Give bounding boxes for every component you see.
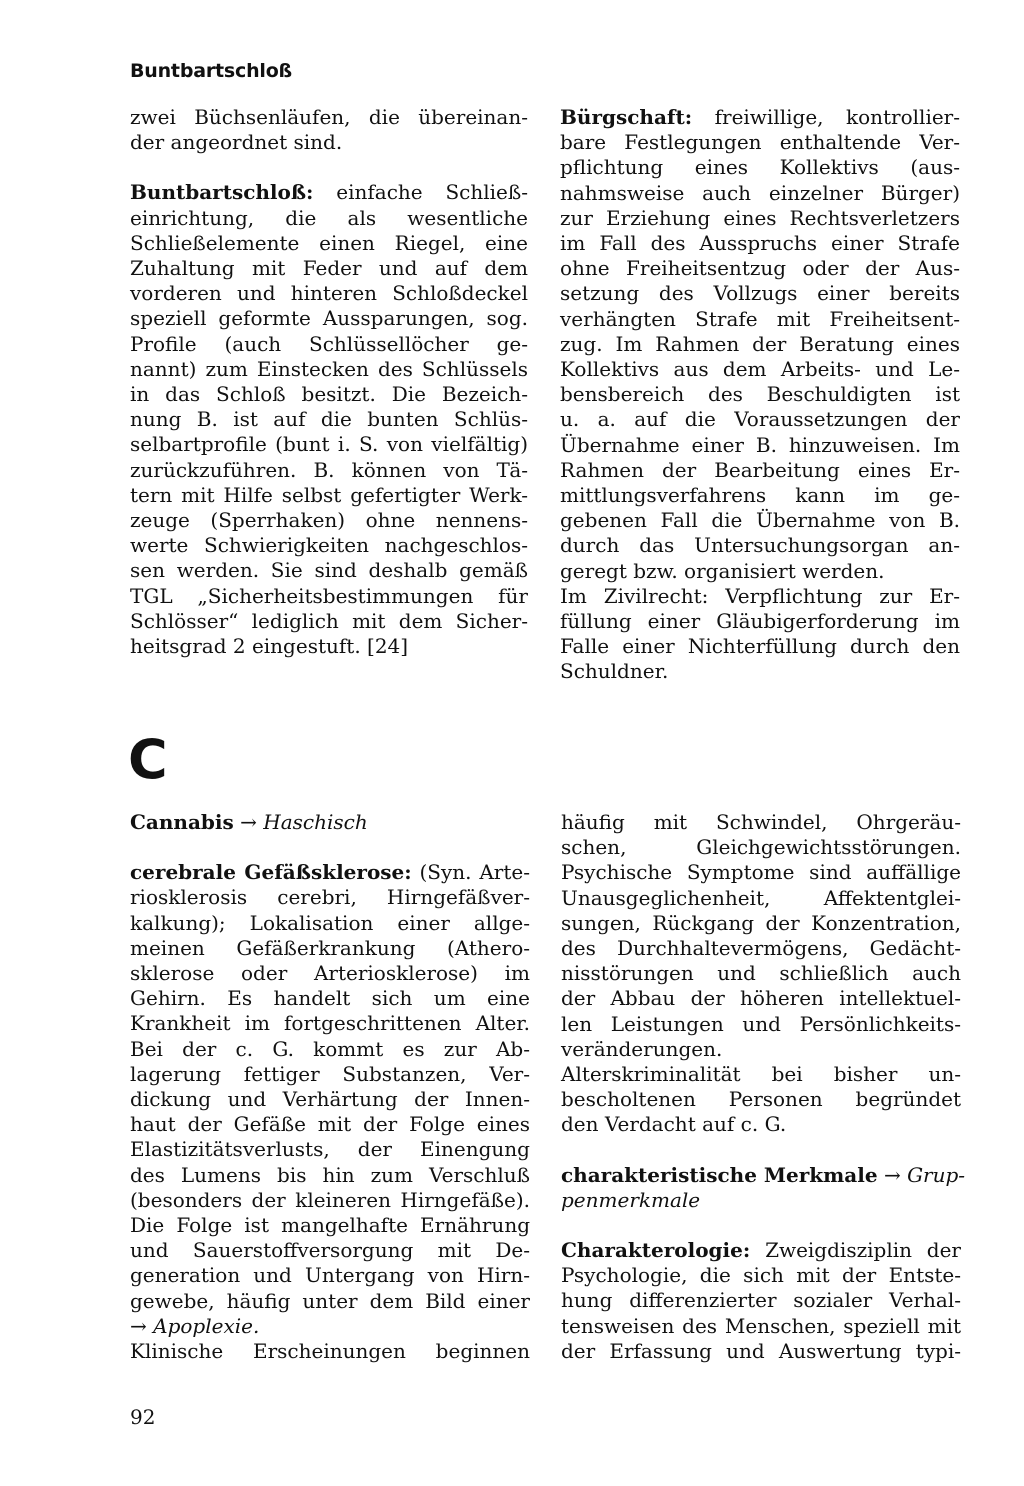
entry-term: charakteristische Merkmale xyxy=(561,1162,878,1187)
column-bottom-left xyxy=(130,810,530,1364)
text-line: tensweisen des Menschen, speziell mit xyxy=(561,1313,961,1338)
text-line: Schlösser“ lediglich mit dem Sicher- xyxy=(130,608,528,633)
text-line: riosklerosis cerebri, Hirngefäßver- xyxy=(130,885,530,910)
text-line: sen werden. Sie sind deshalb gemäß xyxy=(130,558,528,583)
entry-charakteristische-merkmale xyxy=(561,1162,966,1213)
entry-cerebrale-gefaesssklerose xyxy=(130,860,530,1364)
text-line: häufig mit Schwindel, Ohrgeräu- xyxy=(561,810,961,834)
text-line: Übernahme einer B. hinzuweisen. Im xyxy=(560,432,960,457)
text-line: Psychische Symptome sind auffällige xyxy=(561,860,961,885)
text-line: den Verdacht auf c. G. xyxy=(561,1112,787,1137)
text-line: len Leistungen und Persönlichkeits- xyxy=(561,1011,961,1036)
cross-reference: Grup- xyxy=(907,1162,966,1187)
text-line: Im Zivilrecht: Verpflichtung zur Er- xyxy=(560,583,960,608)
text-line: schen, Gleichgewichtsstörungen. xyxy=(561,835,961,860)
text-line: geregt bzw. organisiert werden. xyxy=(560,558,885,583)
text-line: Krankheit im fortgeschrittenen Alter. xyxy=(130,1011,530,1036)
text-line: zur Erziehung eines Rechtsverletzers xyxy=(560,205,960,230)
text-line: Bei der c. G. kommt es zur Ab- xyxy=(130,1036,530,1061)
page-number: 92 xyxy=(130,1405,156,1429)
text-line: gebenen Fall die Übernahme von B. xyxy=(560,508,960,533)
text-line: der Erfassung und Auswertung typi- xyxy=(561,1338,961,1363)
column-top-left xyxy=(130,105,528,659)
entry-buntbartschloss xyxy=(130,180,528,659)
text-line: speziell geformte Aussparungen, sog. xyxy=(130,306,528,331)
entry-continued xyxy=(561,810,961,1138)
text-line: der angeordnet sind. xyxy=(130,130,343,155)
text-line: Klinische Erscheinungen beginnen xyxy=(130,1339,530,1364)
text-line: Gehirn. Es handelt sich um eine xyxy=(130,986,530,1011)
text-line: Psychologie, die sich mit der Entste- xyxy=(561,1263,961,1288)
text-line: in das Schloß besitzt. Die Bezeich- xyxy=(130,382,528,407)
text-line: durch das Untersuchungsorgan an- xyxy=(560,533,960,558)
text-line: ohne Freiheitsentzug oder der Aus- xyxy=(560,256,960,281)
arrow-icon: → xyxy=(883,1162,901,1187)
text-line: haut der Gefäße mit der Folge eines xyxy=(130,1112,530,1137)
entry-term: Cannabis xyxy=(130,810,234,834)
running-head: Buntbartschloß xyxy=(130,60,293,82)
text-line: heitsgrad 2 eingestuft. [24] xyxy=(130,634,409,659)
text-line: einrichtung, die als wesentliche xyxy=(130,205,528,230)
arrow-icon: → xyxy=(130,1313,147,1338)
cross-reference: penmerkmale xyxy=(561,1187,701,1212)
entry-term: cerebrale Gefäßsklerose: xyxy=(130,860,412,885)
text-line: dickung und Verhärtung der Innen- xyxy=(130,1087,530,1112)
text-line: verhängten Strafe mit Freiheitsent- xyxy=(560,306,960,331)
text-line: sungen, Rückgang der Konzentration, xyxy=(561,910,961,935)
entry-term: Buntbartschloß: xyxy=(130,180,314,205)
text-line: mittlungsverfahrens kann im ge- xyxy=(560,483,960,508)
column-bottom-right xyxy=(561,810,966,1364)
text-line: selbartprofile (bunt i. S. von vielfältig) xyxy=(130,432,528,457)
text-line: hung differenzierter sozialer Verhal- xyxy=(561,1288,961,1313)
text-line: nung B. ist auf die bunten Schlüs- xyxy=(130,407,528,432)
text-line: (besonders der kleineren Hirngefäße). xyxy=(130,1187,530,1212)
entry-term: Bürgschaft: xyxy=(560,105,693,129)
text-line: vorderen und hinteren Schloßdeckel xyxy=(130,281,528,306)
text-line: Elastizitätsverlusts, der Einengung xyxy=(130,1137,530,1162)
text-line: Schließelemente einen Riegel, eine xyxy=(130,230,528,255)
text-line: pflichtung eines Kollektivs (aus- xyxy=(560,155,960,180)
column-top-right xyxy=(560,105,960,685)
text-line: Zuhaltung mit Feder und auf dem xyxy=(130,256,528,281)
text-line: zeuge (Sperrhaken) ohne nennens- xyxy=(130,508,528,533)
text-line: nannt) zum Einstecken des Schlüssels xyxy=(130,356,528,381)
text-line: gewebe, häufig unter dem Bild einer xyxy=(130,1288,530,1313)
text-line: TGL „Sicherheitsbestimmungen für xyxy=(130,583,528,608)
section-letter: C xyxy=(128,728,168,791)
text-line: sklerose oder Arteriosklerose) im xyxy=(130,961,530,986)
text-line: veränderungen. xyxy=(561,1036,723,1061)
entry-cannabis xyxy=(130,810,530,835)
text-line: Rahmen der Bearbeitung eines Er- xyxy=(560,457,960,482)
text-line: zurückzuführen. B. können von Tä- xyxy=(130,457,528,482)
text-line: generation und Untergang von Hirn- xyxy=(130,1263,530,1288)
text-line: Die Folge ist mangelhafte Ernährung xyxy=(130,1213,530,1238)
text-line: im Fall des Ausspruchs einer Strafe xyxy=(560,231,960,256)
continued-entry xyxy=(130,105,528,155)
text-line: lagerung fettiger Substanzen, Ver- xyxy=(130,1061,530,1086)
text-line: zwei Büchsenläufen, die übereinan- xyxy=(130,105,528,129)
text-line: nisstörungen und schließlich auch xyxy=(561,961,961,986)
text-line: tern mit Hilfe selbst gefertigter Werk- xyxy=(130,482,528,507)
text-line: und Sauerstoffversorgung mit De- xyxy=(130,1238,530,1263)
cross-reference: Haschisch xyxy=(263,810,368,834)
text-line: der Abbau der höheren intellektuel- xyxy=(561,986,961,1011)
text-line: Falle einer Nichterfüllung durch den xyxy=(560,634,960,659)
text-line: Kollektivs aus dem Arbeits- und Le- xyxy=(560,357,960,382)
text-line: kalkung); Lokalisation einer allge- xyxy=(130,910,530,935)
text-line: bare Festlegungen enthaltende Ver- xyxy=(560,130,960,155)
text-line: bescholtenen Personen begründet xyxy=(561,1087,961,1112)
text-line: freiwillige, kontrollier- xyxy=(714,105,960,129)
text-line: meinen Gefäßerkrankung (Athero- xyxy=(130,935,530,960)
cross-reference: Apoplexie. xyxy=(153,1313,260,1338)
arrow-icon: → xyxy=(240,810,257,834)
entry-term: Charakterologie: xyxy=(561,1238,751,1263)
text-line: einfache Schließ- xyxy=(336,180,529,205)
text-line: Unausgeglichenheit, Affektentglei- xyxy=(561,885,961,910)
text-line: bensbereich des Beschuldigten ist xyxy=(560,382,960,407)
text-line: Schuldner. xyxy=(560,659,669,684)
text-line: Alterskriminalität bei bisher un- xyxy=(561,1062,961,1087)
text-line: u. a. auf die Voraussetzungen der xyxy=(560,407,960,432)
text-line: Zweigdisziplin der xyxy=(765,1238,961,1263)
text-line: Profile (auch Schlüssellöcher ge- xyxy=(130,331,528,356)
text-line: des Lumens bis hin zum Verschluß xyxy=(130,1162,530,1187)
text-line: werte Schwierigkeiten nachgeschlos- xyxy=(130,533,528,558)
entry-charakterologie xyxy=(561,1238,961,1364)
text-line: setzung des Vollzugs einer bereits xyxy=(560,281,960,306)
text-line: zug. Im Rahmen der Beratung eines xyxy=(560,331,960,356)
entry-buergschaft xyxy=(560,105,960,685)
text-line: nahmsweise auch einzelner Bürger) xyxy=(560,180,960,205)
text-line: füllung einer Gläubigerforderung im xyxy=(560,609,960,634)
text-line: des Durchhaltevermögens, Gedächt- xyxy=(561,936,961,961)
text-line: (Syn. Arte- xyxy=(419,860,530,885)
